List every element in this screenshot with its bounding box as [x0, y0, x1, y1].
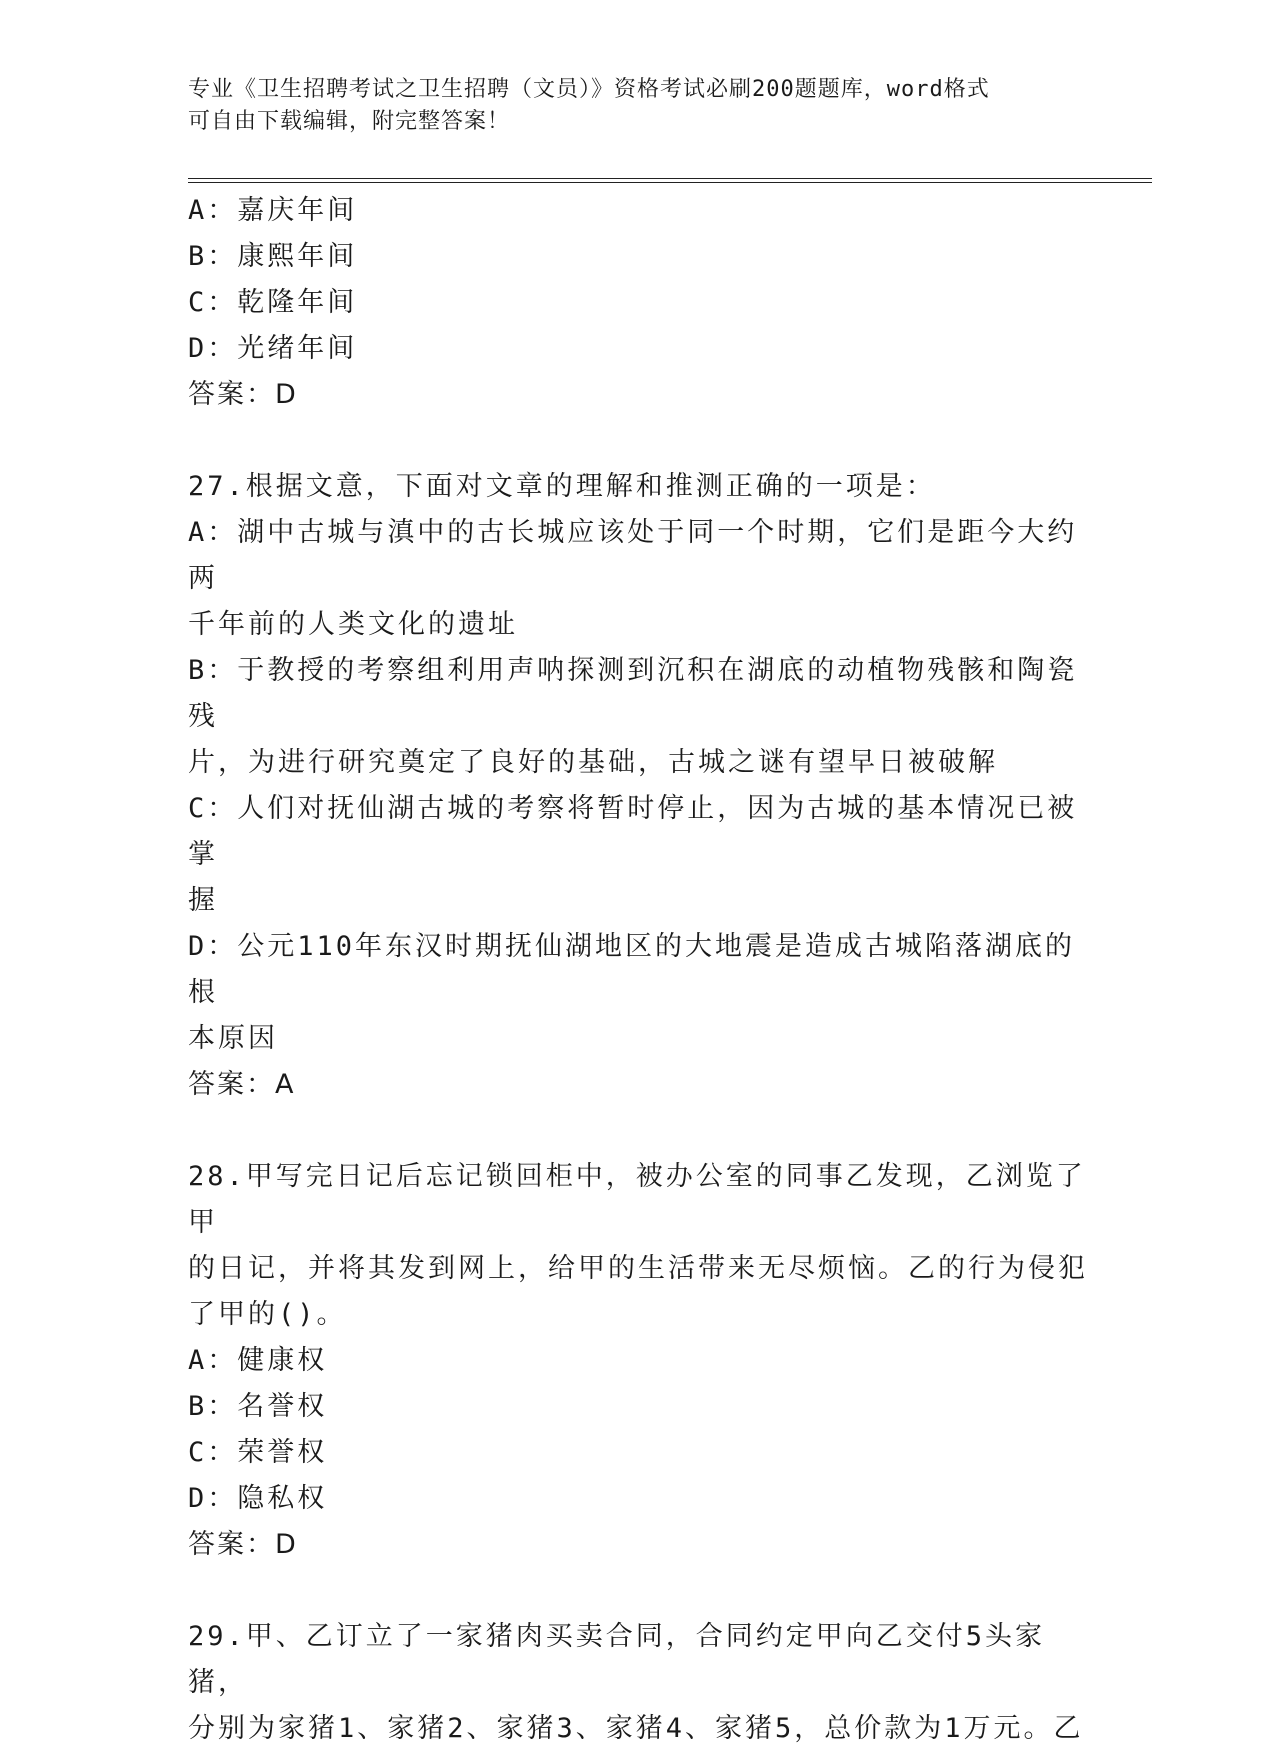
question-stem: 29.甲、乙订立了一家猪肉买卖合同，合同约定甲向乙交付5头家猪， [188, 1621, 1046, 1698]
option-c: C：乾隆年间 [188, 287, 358, 318]
header-line-1: 专业《卫生招聘考试之卫生招聘（文员）》资格考试必刷200题题库，word格式 [188, 77, 990, 102]
question-stem: 27.根据文意，下面对文章的理解和推测正确的一项是： [188, 471, 936, 502]
option-d: D：隐私权 [188, 1483, 328, 1514]
option-d-cont: 本原因 [188, 1023, 278, 1054]
document-body [188, 188, 1088, 1752]
question-stem-cont: 了甲的()。 [188, 1299, 347, 1330]
option-c-cont: 握 [188, 885, 218, 916]
option-b-cont: 片，为进行研究奠定了良好的基础，古城之谜有望早日被破解 [188, 747, 998, 778]
option-a: A：嘉庆年间 [188, 195, 358, 226]
option-b: B：于教授的考察组利用声呐探测到沉积在湖底的动植物残骸和陶瓷残 [188, 655, 1078, 732]
option-a-cont: 千年前的人类文化的遗址 [188, 609, 518, 640]
option-c: C：荣誉权 [188, 1437, 328, 1468]
question-28 [188, 1154, 1088, 1568]
option-a: A：湖中古城与滇中的古长城应该处于同一个时期，它们是距今大约两 [188, 517, 1078, 594]
question-27 [188, 464, 1088, 1108]
option-d: D：光绪年间 [188, 333, 358, 364]
option-d: D：公元110年东汉时期抚仙湖地区的大地震是造成古城陷落湖底的根 [188, 931, 1076, 1008]
option-a: A：健康权 [188, 1345, 328, 1376]
header-line-2: 可自由下载编辑，附完整答案！ [188, 109, 511, 134]
header-divider [188, 178, 1152, 183]
question-stem-cont: 分别为家猪1、家猪2、家猪3、家猪4、家猪5，总价款为1万元。乙 [188, 1713, 1084, 1744]
question-26 [188, 188, 1088, 418]
option-b: B：康熙年间 [188, 241, 358, 272]
answer: 答案：A [188, 1069, 296, 1100]
answer: 答案：D [188, 1529, 298, 1560]
question-stem-cont: 的日记，并将其发到网上，给甲的生活带来无尽烦恼。乙的行为侵犯 [188, 1253, 1088, 1284]
question-29 [188, 1614, 1088, 1752]
answer: 答案：D [188, 379, 298, 410]
option-c: C：人们对抚仙湖古城的考察将暂时停止，因为古城的基本情况已被掌 [188, 793, 1078, 870]
document-header [188, 74, 1068, 138]
option-b: B：名誉权 [188, 1391, 328, 1422]
question-stem: 28.甲写完日记后忘记锁回柜中，被办公室的同事乙发现，乙浏览了甲 [188, 1161, 1086, 1238]
